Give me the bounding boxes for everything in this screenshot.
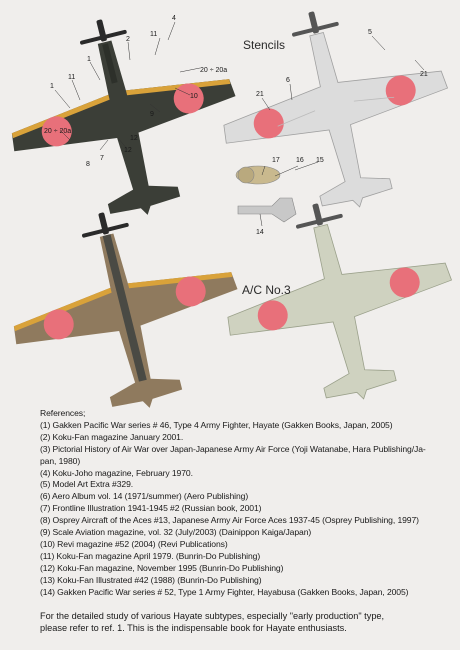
callout-3: 1	[50, 83, 54, 90]
aircraft-brown-top	[0, 185, 260, 435]
reference-item: (10) Revi magazine #52 (2004) (Revi Publications)	[40, 538, 228, 549]
references-list	[40, 408, 450, 599]
callout-12a: 12	[124, 147, 132, 154]
reference-item: (9) Scale Aviation magazine, vol. 32 (July/2003) (Dainippon Kaiga/Japan)	[40, 527, 312, 538]
callout-4: 4	[172, 15, 176, 22]
closing-note	[40, 610, 450, 634]
reference-item: (13) Koku-Fan Illustrated #42 (1988) (Bunrin-Do Publishing)	[40, 574, 262, 585]
callout-12b: 12	[130, 135, 138, 142]
callout-16: 16	[296, 157, 304, 164]
callout-10: 10	[190, 93, 198, 100]
reference-item: pan, 1980)	[40, 455, 81, 466]
reference-item: (11) Koku-Fan magazine April 1979. (Bunrin-Do Publishing)	[40, 550, 261, 561]
callout-21-right: 21	[420, 71, 428, 78]
reference-item: (6) Aero Album vol. 14 (1971/summer) (Aero Publishing)	[40, 491, 249, 502]
gear-door-part	[238, 198, 296, 222]
callout-20-20a-left: 20 ÷ 20a	[44, 128, 72, 135]
callout-9: 9	[150, 111, 154, 118]
reference-item: (5) Model Art Extra #329.	[40, 479, 134, 490]
note-line: For the detailed study of various Hayate subtypes, especially "early production" type,	[40, 611, 385, 621]
callout-11b: 11	[150, 31, 158, 38]
reference-item: (14) Gakken Pacific War series # 52, Type 1 Army Fighter, Hayabusa (Gakken Books, Japan, 2005)	[40, 586, 409, 597]
callout-11a: 11	[68, 74, 76, 81]
callout-5: 5	[368, 29, 372, 36]
callout-8: 8	[86, 161, 90, 168]
reference-item: (4) Koku-Joho magazine, February 1970.	[40, 467, 193, 478]
note-line: please refer to ref. 1. This is the indispensable book for Hayate enthusiasts.	[40, 623, 347, 633]
callout-14: 14	[256, 229, 264, 236]
callout-1: 1	[87, 56, 91, 63]
callout-7: 7	[100, 155, 104, 162]
callout-20-20a-right: 20 ÷ 20a	[200, 67, 228, 74]
reference-item: (3) Pictorial History of Air War over Japan-Japanese Army Air Force (Yoji Watanabe, Hara Publishing/Ja-	[40, 443, 426, 454]
callout-2: 2	[126, 36, 130, 43]
ac-number-heading: A/C No.3	[242, 283, 291, 297]
reference-item: (12) Koku-Fan magazine, November 1995 (Bunrin-Do Publishing)	[40, 562, 284, 573]
reference-item: (8) Osprey Aircraft of the Aces #13, Japanese Army Air Force Aces 1937-45 (Osprey Publishing, 1997)	[40, 515, 419, 526]
references-title: References;	[40, 408, 86, 418]
reference-item: (1) Gakken Pacific War series # 46, Type 4 Army Fighter, Hayate (Gakken Books, Japan, 2005)	[40, 419, 393, 430]
callout-21-left: 21	[256, 91, 264, 98]
drop-tank-part	[236, 166, 280, 184]
callout-17: 17	[272, 157, 280, 164]
reference-item: (7) Frontline Illustration 1941-1945 #2 (Russian book, 2001)	[40, 503, 262, 514]
stencils-heading: Stencils	[243, 38, 286, 52]
callout-6: 6	[286, 77, 290, 84]
callout-15: 15	[316, 157, 324, 164]
aircraft-light-grey-underside	[200, 0, 460, 234]
reference-item: (2) Koku-Fan magazine January 2001.	[40, 431, 184, 442]
